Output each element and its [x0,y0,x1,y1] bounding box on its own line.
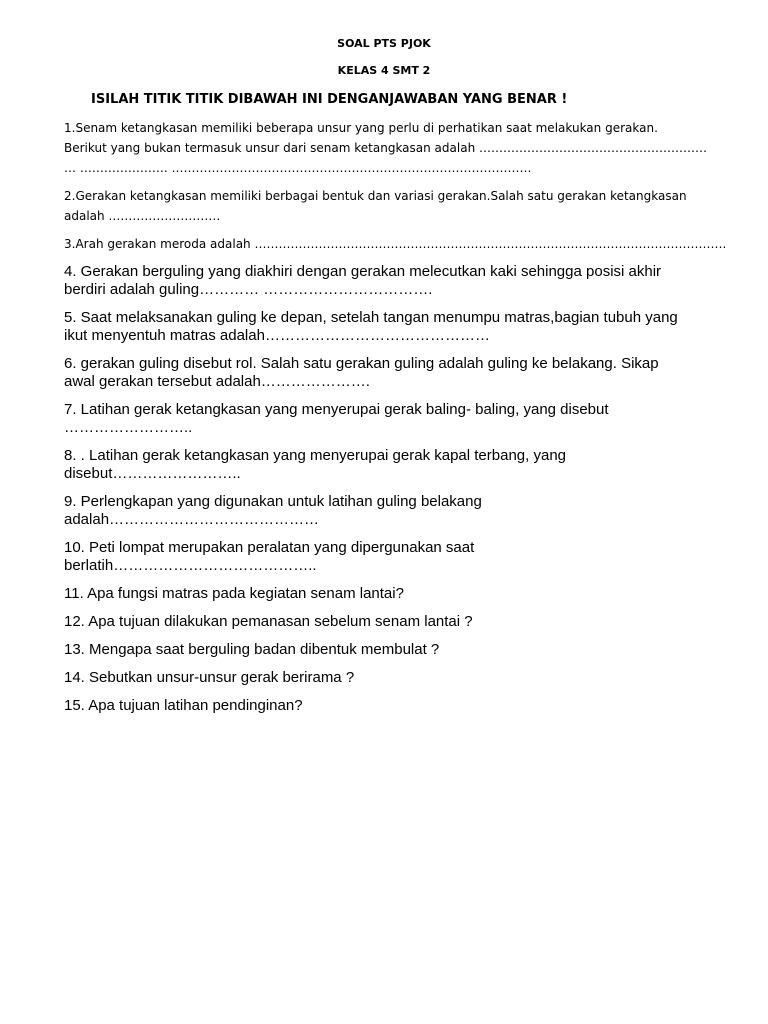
question-line: adalah…………………………………… [64,511,320,528]
instruction: ISILAH TITIK TITIK DIBAWAH INI DENGANJAWABAN YANG BENAR ! [91,92,568,107]
question-line: 11. Apa fungsi matras pada kegiatan senam lantai? [64,585,404,602]
question-line: 1.Senam ketangkasan memiliki beberapa unsur yang perlu di perhatikan saat melakukan gerakan. [64,121,658,135]
question-9 [64,493,734,529]
question-line: awal gerakan tersebut adalah…………………. [64,373,370,390]
question-line: 3.Arah gerakan meroda adalah ………………………………………………………………………………………………………. [64,237,727,251]
question-2 [64,186,734,226]
question-line: berdiri adalah guling………… ……………………………. [64,281,433,298]
question-8 [64,447,734,483]
worksheet-title: SOAL PTS PJOK [337,37,431,50]
question-line: berlatih………………………………….. [64,557,317,574]
question-3 [64,234,734,254]
question-12 [64,613,734,631]
question-line: 15. Apa tujuan latihan pendinginan? [64,697,303,714]
question-line: Berikut yang bukan termasuk unsur dari senam ketangkasan adalah ………………………………………………… [64,141,707,155]
question-line: 4. Gerakan berguling yang diakhiri dengan gerakan melecutkan kaki sehingga posisi akhir [64,263,662,280]
question-4 [64,263,734,299]
question-15 [64,697,734,715]
question-6 [64,355,734,391]
question-line: 9. Perlengkapan yang digunakan untuk latihan guling belakang [64,493,482,510]
question-5 [64,309,734,345]
question-13 [64,641,734,659]
question-14 [64,669,734,687]
question-line: 2.Gerakan ketangkasan memiliki berbagai bentuk dan variasi gerakan.Salah satu gerakan ketangkasan [64,189,687,203]
question-line: 5. Saat melaksanakan guling ke depan, setelah tangan menumpu matras,bagian tubuh yang [64,309,678,326]
question-line: 10. Peti lompat merupakan peralatan yang dipergunakan saat [64,539,475,556]
question-line: 8. . Latihan gerak ketangkasan yang menyerupai gerak kapal terbang, yang [64,447,567,464]
question-line: 13. Mengapa saat berguling badan dibentuk membulat ? [64,641,440,658]
question-11 [64,585,734,603]
question-line: 14. Sebutkan unsur-unsur gerak berirama ? [64,669,355,686]
question-line: ikut menyentuh matras adalah……………………………………… [64,327,490,344]
question-line: 12. Apa tujuan dilakukan pemanasan sebelum senam lantai ? [64,613,473,630]
question-line: disebut…………………….. [64,465,241,482]
question-line: adalah ………………………. [64,209,221,223]
question-line: 7. Latihan gerak ketangkasan yang menyerupai gerak baling- baling, yang disebut [64,401,609,418]
question-line: … …………………. ……………………………………………………………………………… [64,161,532,175]
question-line: 6. gerakan guling disebut rol. Salah satu gerakan guling adalah guling ke belakang. Sikap [64,355,659,372]
question-10 [64,539,734,575]
question-7 [64,401,734,437]
question-1 [64,118,734,178]
class-semester: KELAS 4 SMT 2 [337,64,431,77]
question-line: …………………….. [64,419,193,436]
